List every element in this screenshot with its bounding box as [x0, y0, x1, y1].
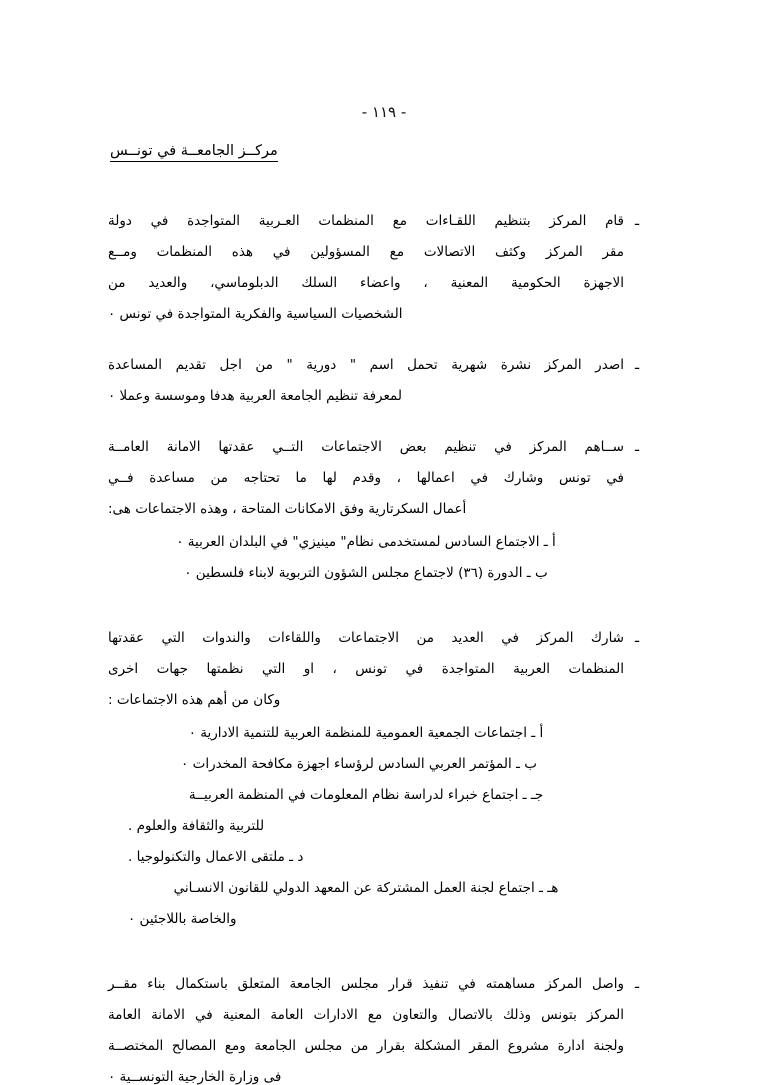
- sub-list-item: والخاصة باللاجئين ٠: [128, 911, 237, 927]
- text-line: الشخصيات السياسية والفكرية المتواجدة في تونس ٠: [108, 306, 403, 322]
- paragraph-block: [108, 350, 650, 412]
- paragraph-text: [108, 969, 624, 1085]
- bullet-dash: ـ: [634, 357, 640, 373]
- document-body: [0, 206, 768, 1085]
- paragraph-text: [108, 206, 624, 330]
- text-line: المنظمات العربية المتواجدة في تونس ، او التي نظمتها جهات اخرى: [108, 661, 624, 677]
- paragraph-text: [108, 350, 624, 412]
- text-line: ولجنة ادارة مشروع المقر المشكلة بقرار من مجلس الجامعة ومع المصالح المختصــة: [108, 1038, 624, 1054]
- sub-list-item: جـ ـ اجتماع خبراء لدراسة نظام المعلومات في المنظمة العربيــة: [188, 787, 544, 803]
- text-line: اصدر المركز نشرة شهرية تحمل اسم " دورية " من اجل تقديم المساعدة: [108, 357, 624, 373]
- text-line: شارك المركز في العديد من الاجتماعات واللقاءات والندوات التي عقدتها: [108, 630, 624, 646]
- bullet-dash: ـ: [634, 630, 640, 646]
- paragraph-block: [108, 206, 650, 330]
- text-line: فى وزارة الخارجية التونســية ٠: [108, 1069, 282, 1085]
- bullet-dash: ـ: [634, 976, 640, 992]
- text-line: مقر المركز وكثف الاتصالات مع المسؤولين في هذه المنظمات ومــع: [108, 244, 624, 260]
- text-line: الاجهزة الحكومية المعنية ، واعضاء السلك الدبلوماسي، والعديد من: [108, 275, 624, 291]
- bullet-dash: ـ: [634, 439, 640, 455]
- sub-list-item: أ ـ اجتماعات الجمعية العمومية للمنظمة العربية للتنمية الادارية ٠: [188, 725, 544, 741]
- sub-list-item: أ ـ الاجتماع السادس لمستخدمى نظام" مينيزي" في البلدان العربية ٠: [176, 534, 556, 550]
- text-line: واصل المركز مساهمته في تنفيذ قرار مجلس الجامعة المتعلق باستكمال بناء مقــر: [108, 976, 624, 992]
- text-line: ســاهم المركز في تنظيم بعض الاجتماعات التــي عقدتها الامانة العامــة: [108, 439, 624, 455]
- document-header: [0, 143, 768, 162]
- text-line: لمعرفة تنظيم الجامعة العربية هدفا وموسسة وعملا ٠: [108, 388, 402, 404]
- bullet-dash: ـ: [634, 213, 640, 229]
- sub-list-item: د ـ ملتقى الاعمال والتكنولوجيا .: [128, 849, 304, 865]
- text-line: في تونس وشارك في اعمالها ، وقدم لها ما تحتاجه من مساعدة فــي: [108, 470, 624, 486]
- text-line: قام المركز بتنظيم اللقـاءات مع المنظمات العـربية المتواجدة في دولة: [108, 213, 624, 229]
- sub-list-item: ب ـ الدورة (٣٦) لاجتماع مجلس الشؤون التربوية لابناء فلسطين ٠: [184, 565, 548, 581]
- page-number: - ١١٩ -: [361, 103, 407, 121]
- text-line: أعمال السكرتارية وفق الامكانات المتاحة ، وهذه الاجتماعات هى:: [108, 501, 467, 517]
- paragraph-text: [108, 432, 624, 589]
- sub-list-item: ب ـ المؤتمر العربي السادس لرؤساء اجهزة مكافحة المخدرات ٠: [181, 756, 537, 772]
- text-line: المركز بتونس وذلك بالاتصال والتعاون مع الادارات العامة المعنية في الامانة العامة: [108, 1007, 624, 1023]
- paragraph-block: [108, 623, 650, 935]
- sub-list-item: للتربية والثقافة والعلوم .: [128, 818, 265, 834]
- header-title: مركــز الجامعــة في تونــس: [110, 143, 278, 162]
- paragraph-block: [108, 432, 650, 589]
- text-line: وكان من أهم هذه الاجتماعات :: [108, 692, 281, 708]
- sub-list: [108, 718, 624, 935]
- paragraph-block: [108, 969, 650, 1085]
- paragraph-text: [108, 623, 624, 935]
- sub-list: [108, 527, 624, 589]
- sub-list-item: هـ ـ اجتماع لجنة العمل المشتركة عن المعهد الدولي للقانون الانسـاني: [173, 880, 559, 896]
